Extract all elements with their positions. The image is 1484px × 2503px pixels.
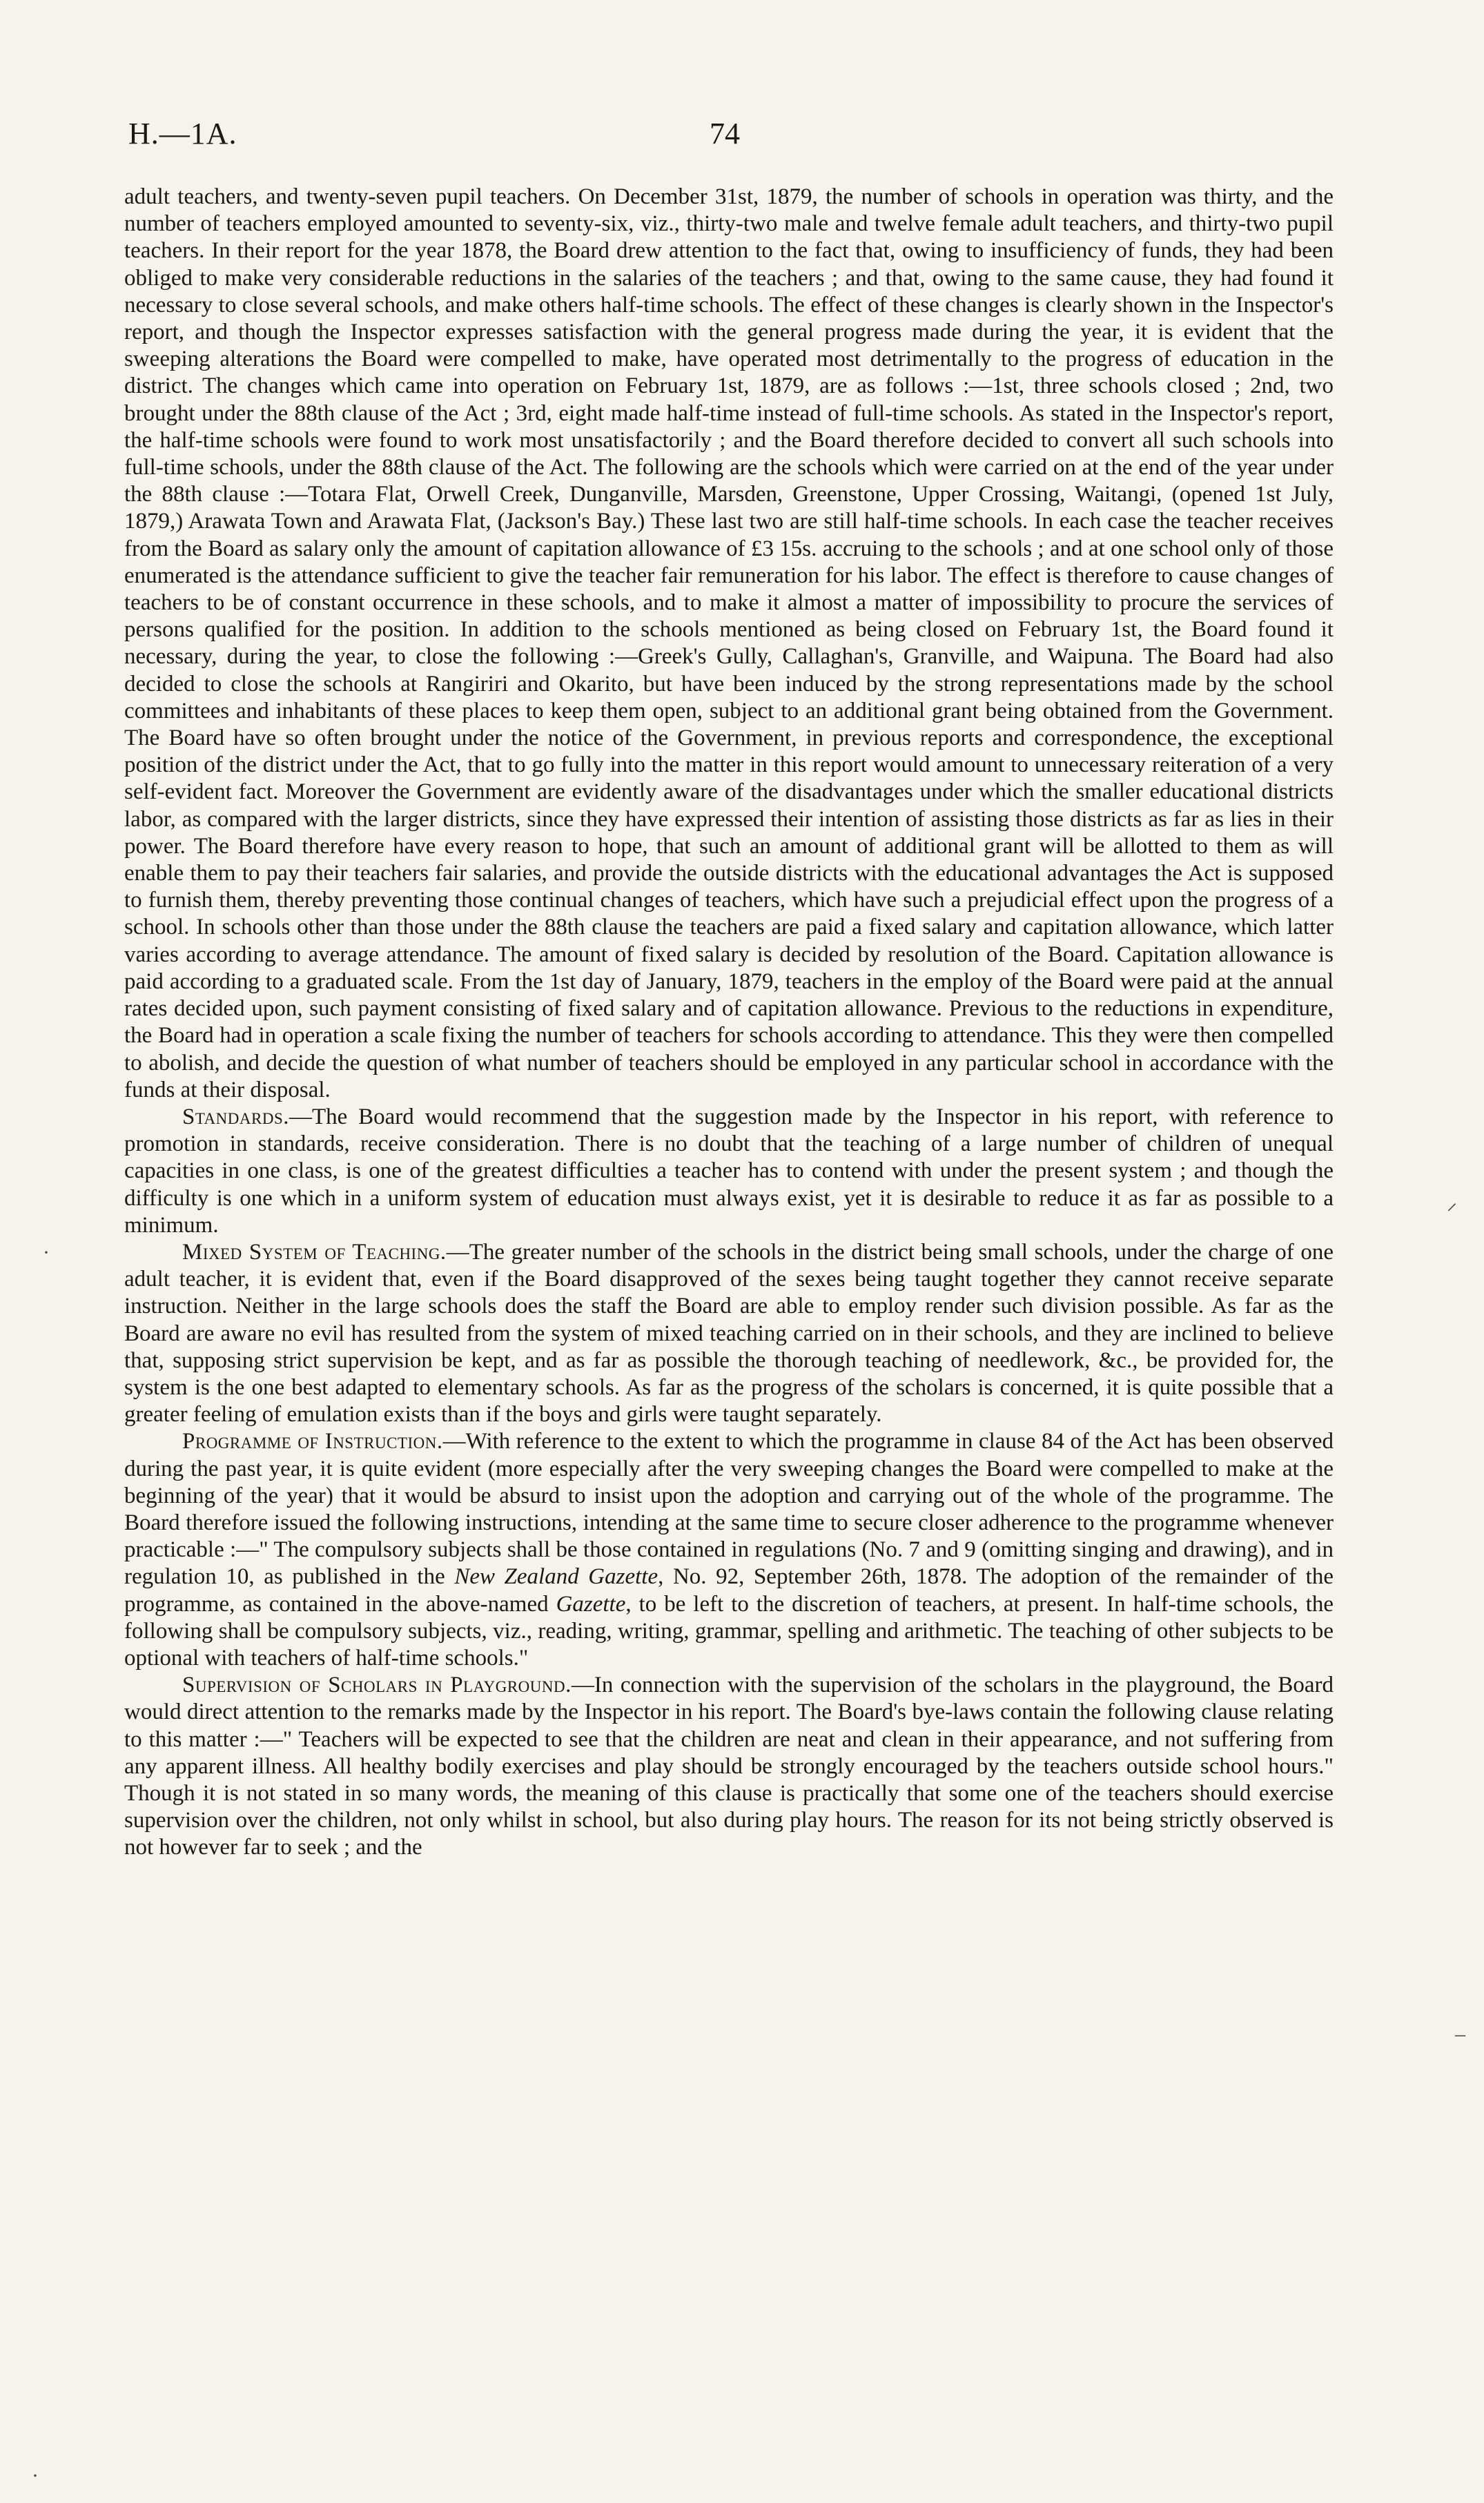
- paragraph-schools-and-teachers: [124, 184, 1334, 1104]
- paragraph-text: —The greater number of the schools in the district being small schools, under the charge of one adult teacher, it is evident that, even if the Board disapproved of the sexes being taught together they cannot receive separate instruction. Neither in the large schools does the staff the Board are able to employ render such division possible. As far as the Board are aware no evil has resulted from the system of mixed teaching carried on in their schools, and they are inclined to believe that, supposing strict supervision be kept, and as far as possible the thorough teaching of needlework, &c., be provided for, the system is the one best adapted to elementary schools. As far as the progress of the scholars is concerned, it is quite possible that a greater feeling of emulation exists than if the boys and girls were taught separately.: [124, 1239, 1334, 1428]
- paragraph-standards: [124, 1104, 1334, 1239]
- page-number: 74: [710, 117, 740, 150]
- margin-dot: ·: [32, 2464, 39, 2487]
- document-reference: H.—1A.: [128, 117, 237, 150]
- gazette-short-title: Gazette: [556, 1591, 626, 1617]
- section-heading-standards: Standards.: [182, 1104, 289, 1129]
- paragraph-supervision: [124, 1672, 1334, 1861]
- section-heading-supervision: Supervision of Scholars in Playground.: [182, 1673, 572, 1698]
- paragraph-text: —In connection with the supervision of the scholars in the playground, the Board would direct attention to the remarks made by the Inspector in his report. The Board's bye-laws contain the following clause relating to this matter :—" Teachers will be expected to see that the children are neat and clean in their appearance, and not suffering from any apparent illness. All healthy bodily exercises and play should be strongly encouraged by the teachers outside school hours." Though it is not stated in so many words, the meaning of this clause is practically that some one of the teachers should exercise supervision over the children, not only whilst in school, but also during play hours. The reason for its not being strictly observed is not however far to seek ; and the: [124, 1673, 1334, 1860]
- paragraph-text: —With reference to the extent to which the programme in clause 84 of the Act has been observed during the past year, it is quite evident (more especially after the very sweeping changes the Board were compelled to make at the beginning of the year) that it would be absurd to insist upon the adoption and carrying out of the whole of the programme. The Board therefore issued the following instructions, intending at the same time to secure closer adherence to the programme whenever practicable :—" The compulsory subjects shall be those contained in regulations (No. 7 and 9 (omitting singing and drawing), and in regulation 10, as published in the: [124, 1429, 1334, 1590]
- paragraph-text: adult teachers, and twenty-seven pupil teachers. On December 31st, 1879, the number of schools in operation was thirty, and the number of teachers employed amounted to seventy-six, viz., thirty-two male and twelve female adult teachers, and thirty-two pupil teachers. In their report for the year 1878, the Board drew attention to the fact that, owing to insufficiency of funds, they had been obliged to make very considerable reductions in the salaries of the teachers ; and that, owing to the same cause, they had found it necessary to close several schools, and make others half-time schools. The effect of these changes is clearly shown in the Inspector's report, and though the Inspector expresses satisfaction with the general progress made during the year, it is evident that the sweeping alterations the Board were compelled to make, have operated most detrimentally to the progress of education in the district. The changes which came into operation on February 1st, 1879, are as follows :—1st, three schools closed ; 2nd, two brought under the 88th clause of the Act ; 3rd, eight made half-time instead of full-time schools. As stated in the Inspector's report, the half-time schools were found to work most unsatisfactorily ; and the Board therefore decided to convert all such schools into full-time schools, under the 88th clause of the Act. The following are the schools which were carried on at the end of the year under the 88th clause :—Totara Flat, Orwell Creek, Dunganville, Marsden, Greenstone, Upper Crossing, Waitangi, (opened 1st July, 1879,) Arawata Town and Arawata Flat, (Jackson's Bay.) These last two are still half-time schools. In each case the teacher receives from the Board as salary only the amount of capitation allowance of £3 15s. accruing to the schools ; and at one school only of those enumerated is the attendance sufficient to give the teacher fair remuneration for his labor. The effect is therefore to cause changes of teachers to be of constant occurrence in these schools, and to make it almost a matter of impossibility to procure the services of persons qualified for the position. In addition to the schools mentioned as being closed on February 1st, the Board found it necessary, during the year, to close the following :—Greek's Gully, Callaghan's, Granville, and Waipuna. The Board had also decided to close the schools at Rangiriri and Okarito, but have been induced by the strong representations made by the school committees and inhabitants of these places to keep them open, subject to an additional grant being obtained from the Government. The Board have so often brought under the notice of the Government, in previous reports and correspondence, the exceptional position of the district under the Act, that to go fully into the matter in this report would amount to unnecessary reiteration of a very self-evident fact. Moreover the Government are evidently aware of the disadvantages under which the smaller educational districts labor, as compared with the larger districts, since they have expressed their intention of assisting those districts as far as lies in their power. The Board therefore have every reason to hope, that such an amount of additional grant will be allotted to them as will enable them to pay their teachers fair salaries, and provide the outside districts with the educational advantages the Act is supposed to furnish them, thereby preventing those continual changes of teachers, which have such a prejudicial effect upon the progress of a school. In schools other than those under the 88th clause the teachers are paid a fixed salary and capitation allowance, which latter varies according to average attendance. The amount of fixed salary is decided by resolution of the Board. Capitation allowance is paid according to a graduated scale. From the 1st day of January, 1879, teachers in the employ of the Board were paid at the annual rates decided upon, such payment consisting of fixed salary and of capitation allowance. Previous to the reductions in expenditure, the Board had in operation a scale fixing the number of teachers for schools according to attendance. This they were then compelled to abolish, and decide the question of what number of teachers should be employed in any particular school in accordance with the funds at their disposal.: [124, 184, 1334, 1102]
- body-text: [124, 184, 1334, 1862]
- paragraph-text: —The Board would recommend that the suggestion made by the Inspector in his report, with reference to promotion in standards, receive consideration. There is no doubt that the teaching of a large number of children of unequal capacities in one class, is one of the greatest difficulties a teacher has to contend with under the present system ; and though the difficulty is one which in a uniform system of education must always exist, yet it is desirable to reduce it as far as possible to a minimum.: [124, 1104, 1334, 1238]
- page-header: [128, 116, 1322, 164]
- section-heading-programme: Programme of Instruction.: [182, 1429, 443, 1454]
- margin-dot: ·: [43, 1241, 50, 1264]
- paragraph-text: , No. 92, September 26th, 1878. The adoption of the remainder of the programme, as contained in the above-named: [124, 1564, 1334, 1617]
- gazette-title: New Zealand Gazette: [454, 1564, 658, 1590]
- paragraph-mixed-system: [124, 1239, 1334, 1428]
- margin-mark: –: [1455, 2023, 1465, 2045]
- paragraph-text: , to be left to the discretion of teachers, at present. In half-time schools, the following shall be compulsory subjects, viz., reading, writing, grammar, spelling and arithmetic. The teaching of other subjects to be optional with teachers of half-time schools.": [124, 1591, 1334, 1671]
- margin-mark: ⸝: [1447, 1191, 1457, 1214]
- paragraph-programme: [124, 1428, 1334, 1672]
- section-heading-mixed-system: Mixed System of Teaching.: [182, 1239, 447, 1265]
